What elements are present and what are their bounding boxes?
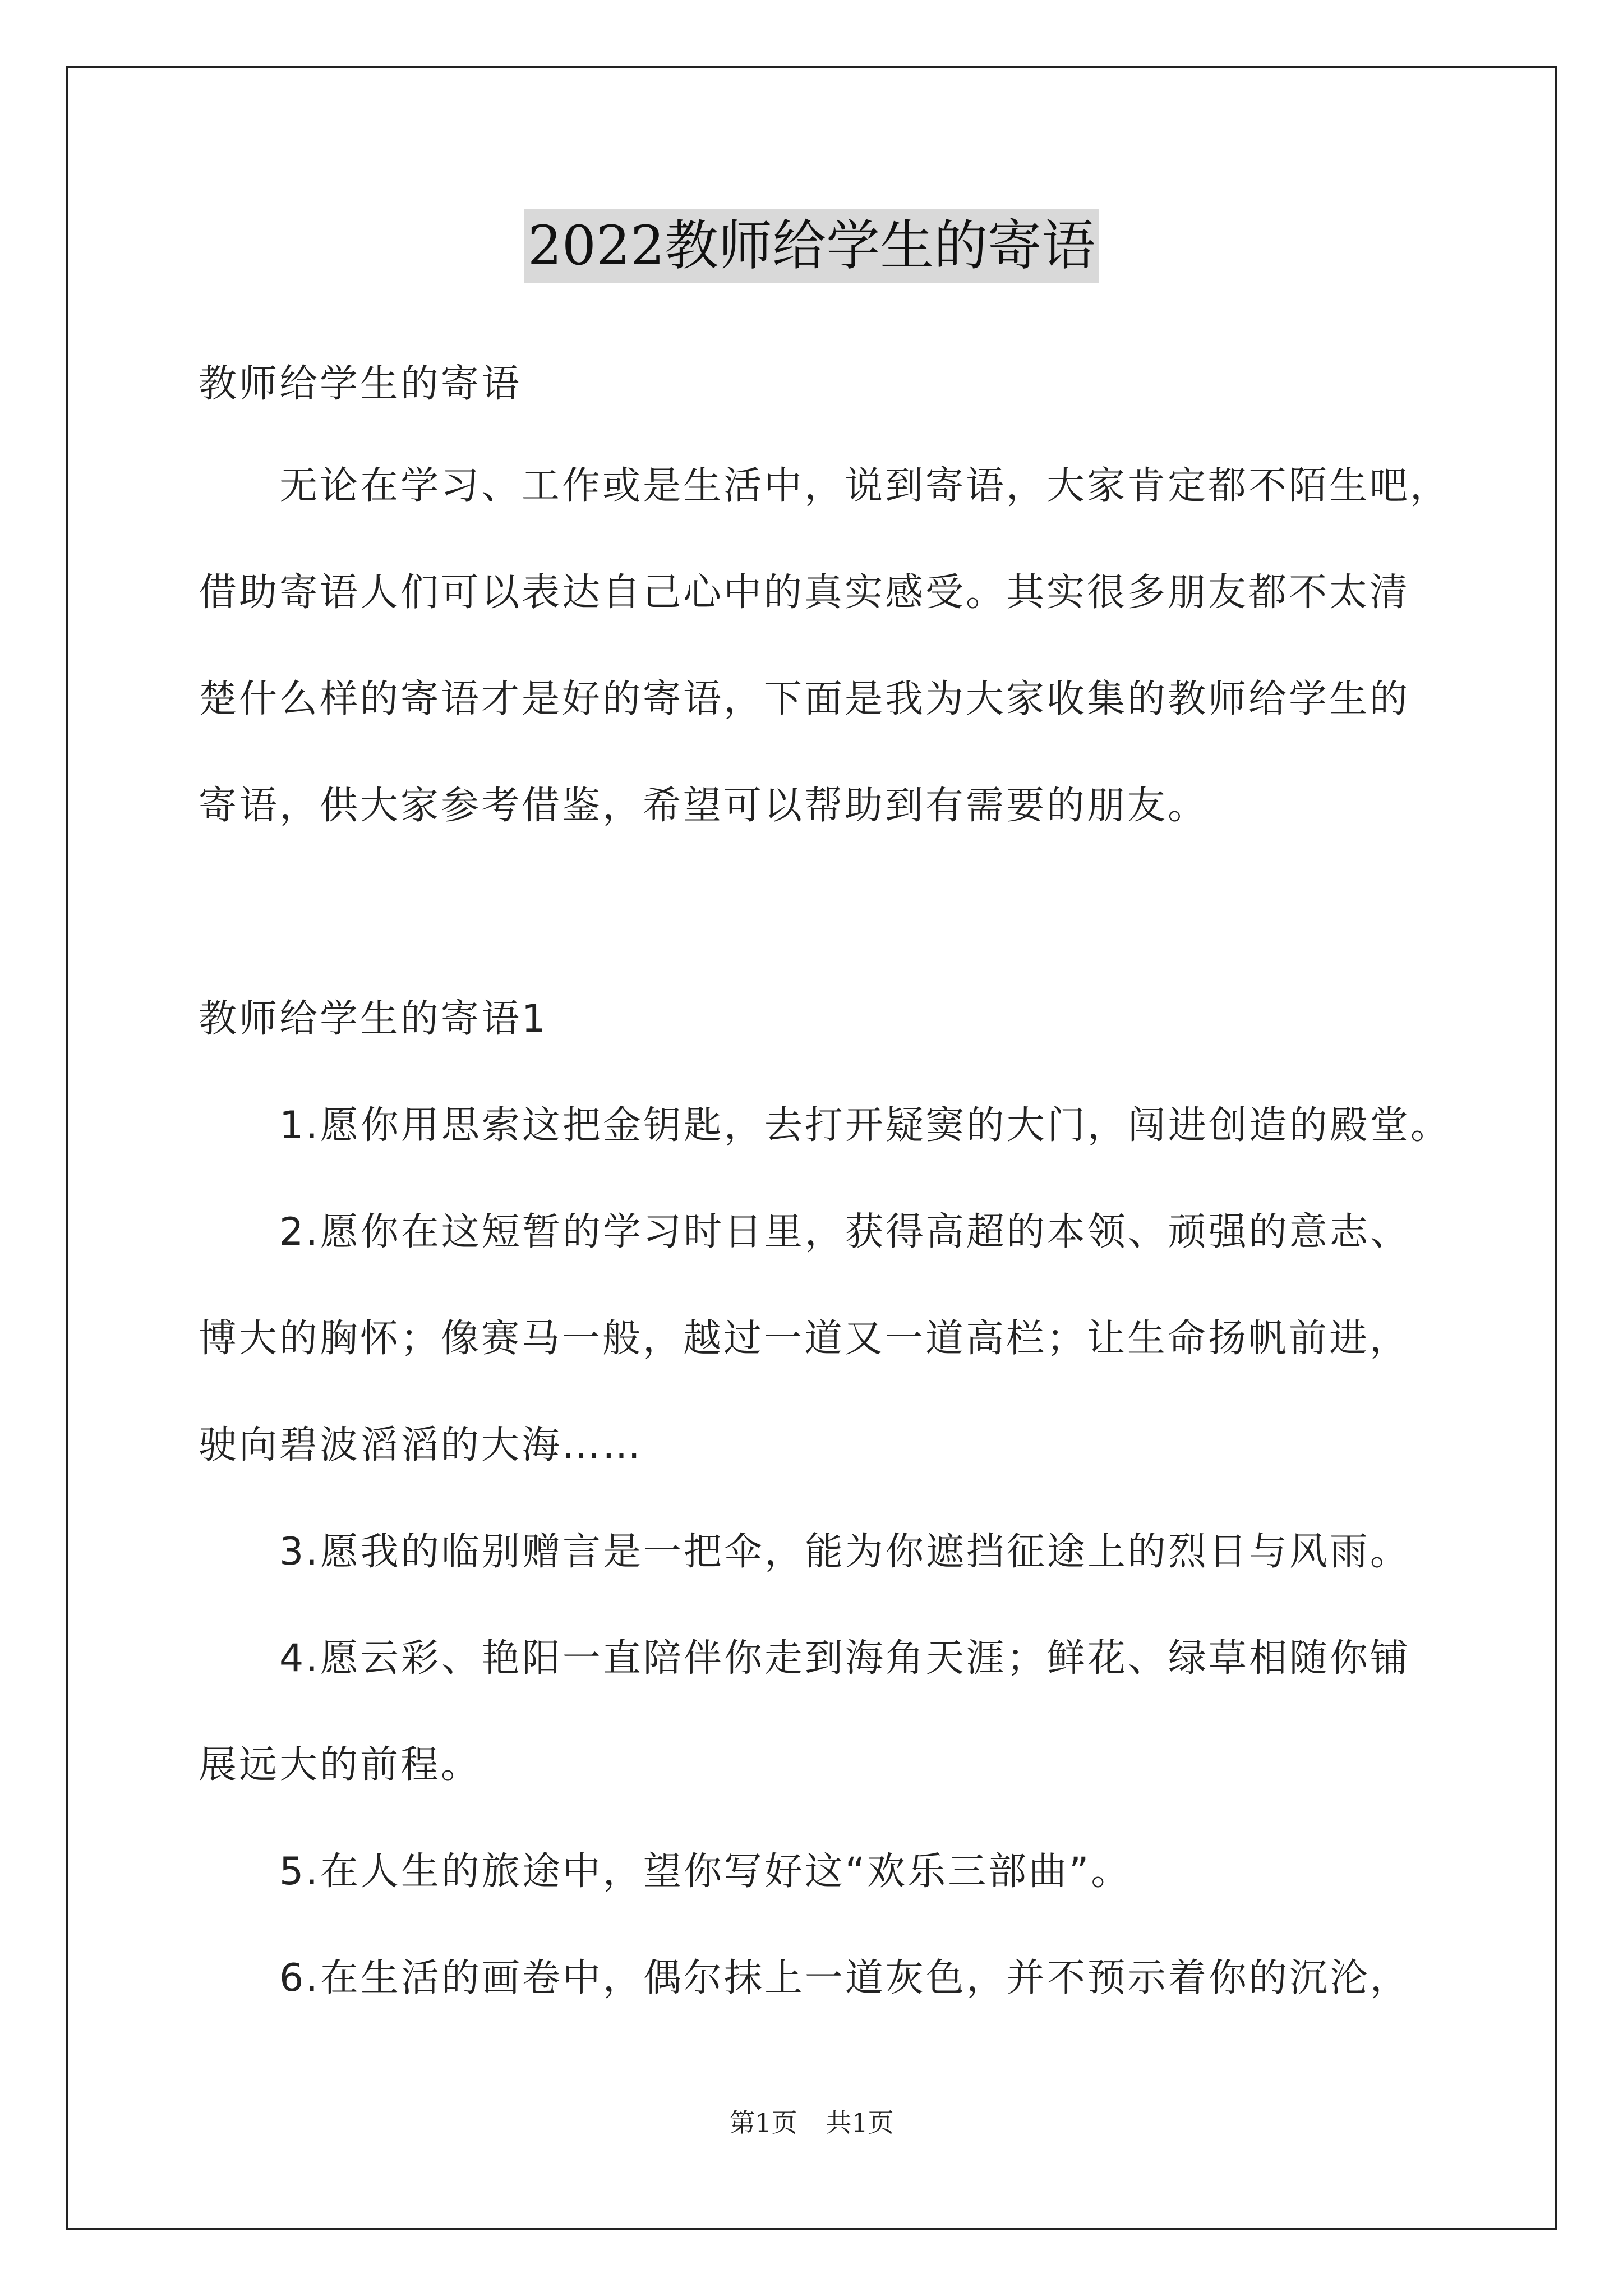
list-item: 1.愿你用思索这把金钥匙，去打开疑窦的大门，闯进创造的殿堂。 [279, 1103, 1451, 1148]
list-item: 6.在生活的画卷中，偶尔抹上一道灰色，并不预示着你的沉沦， [279, 1956, 1410, 2000]
list-item-continuation: 博大的胸怀；像赛马一般，越过一道又一道高栏；让生命扬帆前进， [199, 1317, 1410, 1361]
list-item: 5.在人生的旅途中，望你写好这“欢乐三部曲”。 [279, 1849, 1132, 1894]
page-number-total: 共1页 [826, 2108, 894, 2138]
list-item: 2.愿你在这短暂的学习时日里，获得高超的本领、顽强的意志、 [279, 1210, 1410, 1254]
document-title: 2022教师给学生的寄语 [524, 209, 1099, 283]
intro-line: 寄语，供大家参考借鉴，希望可以帮助到有需要的朋友。 [199, 784, 1209, 828]
list-item-continuation: 展远大的前程。 [199, 1743, 482, 1787]
list-item-continuation: 驶向碧波滔滔的大海…… [199, 1423, 643, 1467]
title-container [0, 209, 1623, 283]
intro-line: 楚什么样的寄语才是好的寄语，下面是我为大家收集的教师给学生的 [199, 677, 1410, 721]
subtitle: 教师给学生的寄语 [199, 362, 522, 406]
page-number-current: 第1页 [729, 2108, 797, 2138]
page-footer [0, 2102, 1623, 2139]
section-heading: 教师给学生的寄语1 [199, 997, 548, 1041]
intro-line: 无论在学习、工作或是生活中，说到寄语，大家肯定都不陌生吧， [279, 464, 1451, 508]
intro-line: 借助寄语人们可以表达自己心中的真实感受。其实很多朋友都不太清 [199, 570, 1410, 615]
list-item: 4.愿云彩、艳阳一直陪伴你走到海角天涯；鲜花、绿草相随你铺 [279, 1636, 1410, 1681]
list-item: 3.愿我的临别赠言是一把伞，能为你遮挡征途上的烈日与风雨。 [279, 1530, 1410, 1574]
